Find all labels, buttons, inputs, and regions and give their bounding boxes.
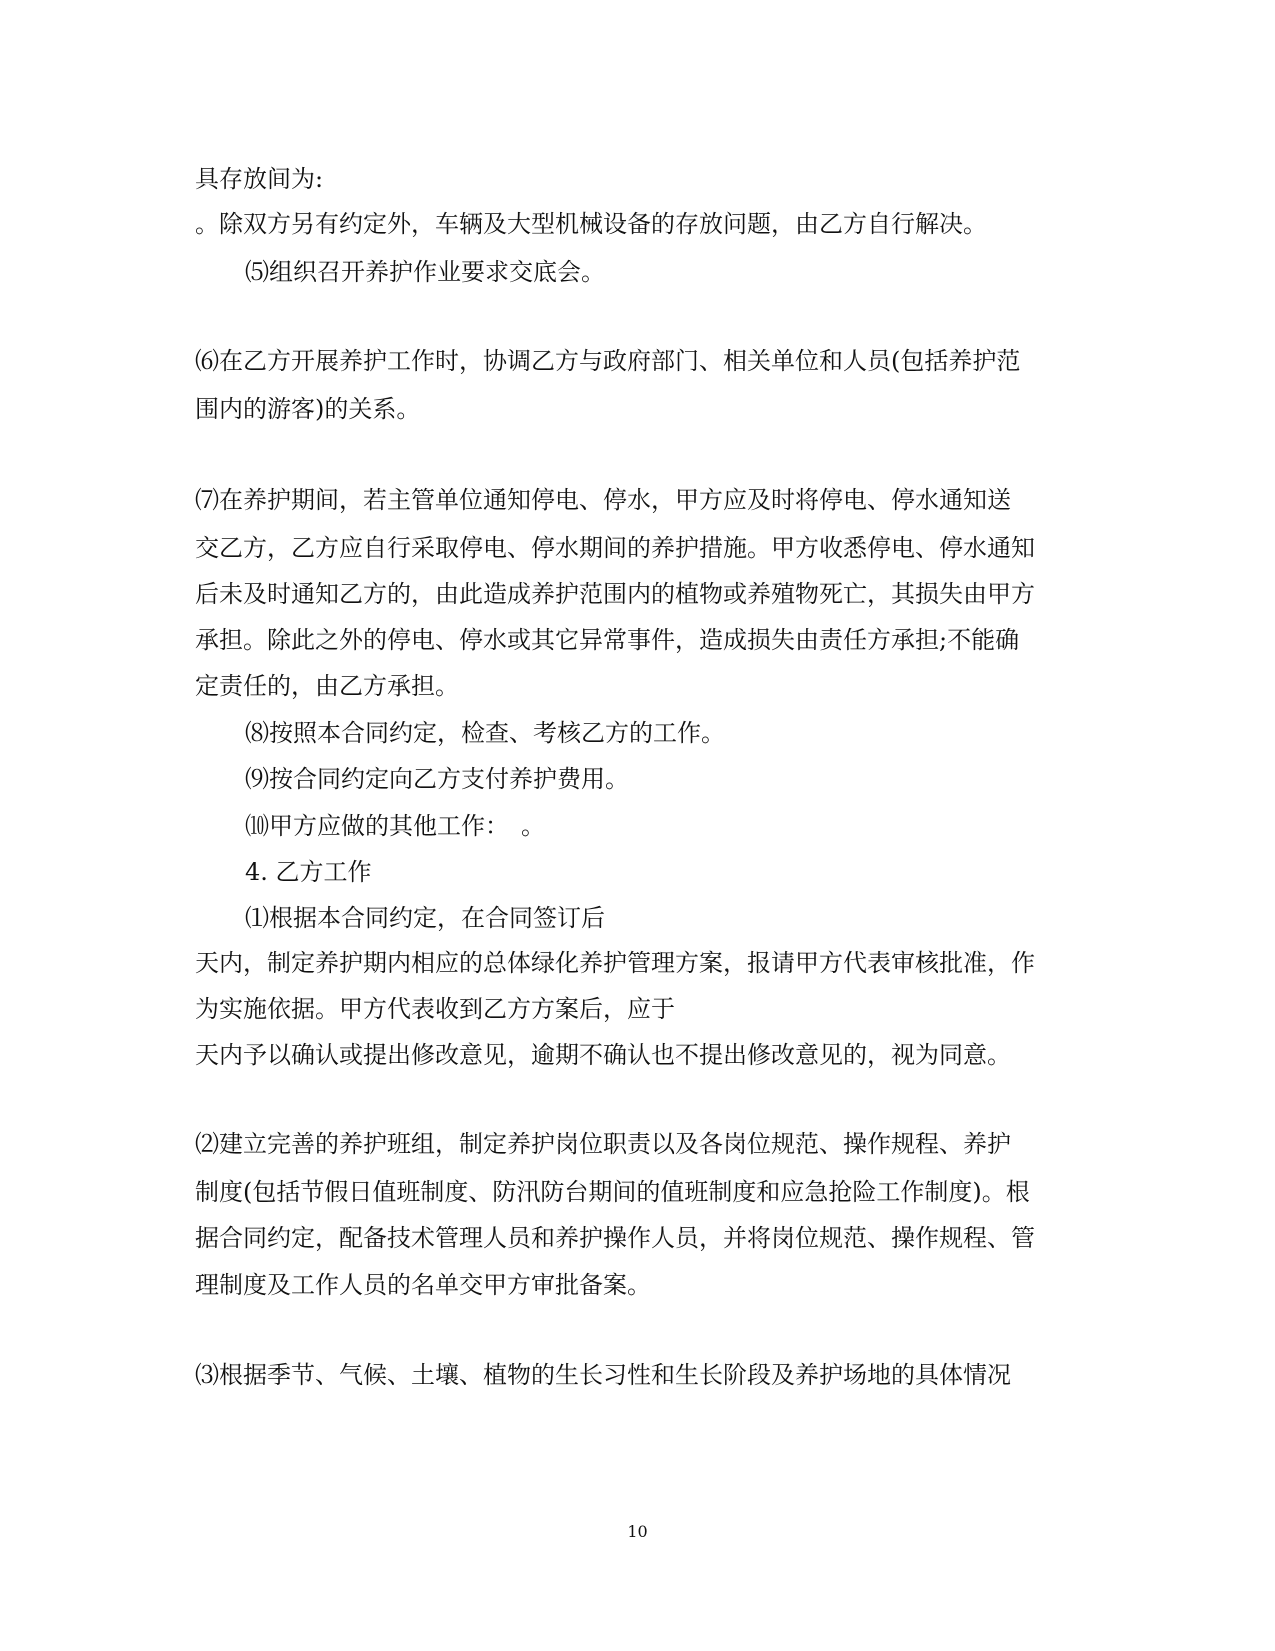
text-line: 围内的游客)的关系。 bbox=[195, 395, 421, 423]
text-line: ⑶根据季节、气候、土壤、植物的生长习性和生长阶段及养护场地的具体情况 bbox=[195, 1361, 1011, 1389]
text-line: ⑻按照本合同约定，检查、考核乙方的工作。 bbox=[245, 719, 725, 747]
text-line: 据合同约定，配备技术管理人员和养护操作人员，并将岗位规范、操作规程、管 bbox=[195, 1224, 1035, 1252]
text-line: ⑹在乙方开展养护工作时，协调乙方与政府部门、相关单位和人员(包括养护范 bbox=[195, 347, 1021, 375]
text-line: ⑽甲方应做的其他工作： 。 bbox=[245, 812, 545, 840]
text-line: 定责任的，由乙方承担。 bbox=[195, 672, 459, 700]
text-line: 后未及时通知乙方的，由此造成养护范围内的植物或养殖物死亡，其损失由甲方 bbox=[195, 580, 1035, 608]
text-line: 为实施依据。甲方代表收到乙方方案后，应于 bbox=[195, 995, 675, 1023]
text-line: ⑴根据本合同约定，在合同签订后 bbox=[245, 904, 605, 932]
section-heading: 4. 乙方工作 bbox=[245, 858, 372, 886]
text-line: ⑼按合同约定向乙方支付养护费用。 bbox=[245, 765, 629, 793]
text-line: 理制度及工作人员的名单交甲方审批备案。 bbox=[195, 1271, 651, 1299]
text-line: ⑸组织召开养护作业要求交底会。 bbox=[245, 258, 605, 286]
text-line: 天内，制定养护期内相应的总体绿化养护管理方案，报请甲方代表审核批准，作 bbox=[195, 949, 1035, 977]
text-line: ⑵建立完善的养护班组，制定养护岗位职责以及各岗位规范、操作规程、养护 bbox=[195, 1130, 1011, 1158]
text-line: 天内予以确认或提出修改意见，逾期不确认也不提出修改意见的，视为同意。 bbox=[195, 1041, 1011, 1069]
text-line: 具存放间为: bbox=[195, 165, 324, 193]
text-line: 承担。除此之外的停电、停水或其它异常事件，造成损失由责任方承担;不能确 bbox=[195, 626, 1020, 654]
text-line: ⑺在养护期间，若主管单位通知停电、停水，甲方应及时将停电、停水通知送 bbox=[195, 486, 1011, 514]
text-line: 制度(包括节假日值班制度、防汛防台期间的值班制度和应急抢险工作制度)。根 bbox=[195, 1178, 1030, 1206]
page-number: 10 bbox=[627, 1522, 648, 1541]
text-line: 交乙方，乙方应自行采取停电、停水期间的养护措施。甲方收悉停电、停水通知 bbox=[195, 534, 1035, 562]
text-line: 。除双方另有约定外，车辆及大型机械设备的存放问题，由乙方自行解决。 bbox=[195, 210, 987, 238]
